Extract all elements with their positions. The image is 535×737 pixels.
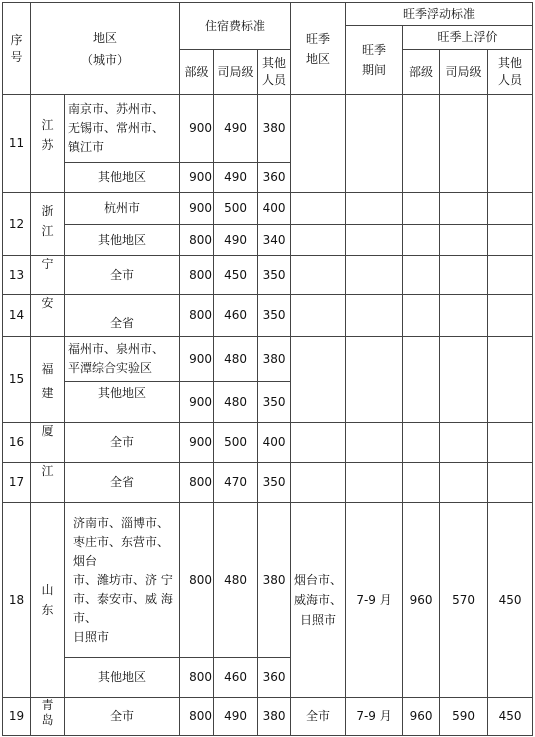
province-cell: 江: [31, 463, 65, 503]
others-rate: 350: [258, 256, 291, 295]
bureau-rate: 480: [214, 503, 258, 658]
table-row: [3, 503, 533, 658]
row-number: 18: [3, 503, 31, 698]
row-number: 16: [3, 423, 31, 463]
others-rate: 360: [258, 658, 291, 698]
header-lodging-standard: 住宿费标准: [180, 3, 291, 50]
peak-period-cell: 7-9 月: [346, 698, 403, 736]
province-cell: 安: [31, 295, 65, 337]
region-cell: 其他地区: [65, 225, 180, 256]
bureau-rate: 500: [214, 423, 258, 463]
others-rate: 360: [258, 163, 291, 193]
others-rate: 340: [258, 225, 291, 256]
bureau-rate: 460: [214, 658, 258, 698]
region-cell: 其他地区: [65, 382, 180, 423]
ministry-rate: 900: [180, 193, 214, 225]
peak-bureau-rate: 590: [440, 698, 488, 736]
others-rate: 350: [258, 382, 291, 423]
header-bureau-level: 司局级: [214, 50, 258, 95]
row-number: 13: [3, 256, 31, 295]
peak-ministry-rate: 960: [403, 698, 440, 736]
region-cell: 南京市、苏州市、 无锡市、常州市、 镇江市: [65, 95, 180, 163]
others-rate: 350: [258, 463, 291, 503]
region-cell: 全市: [65, 423, 180, 463]
region-cell: 全市: [65, 256, 180, 295]
others-rate: 350: [258, 295, 291, 337]
province-cell: 福 建: [31, 337, 65, 423]
table-row: [3, 295, 533, 337]
peak-region-cell: 全市: [291, 698, 346, 736]
ministry-rate: 800: [180, 295, 214, 337]
region-cell: 济南市、淄博市、 枣庄市、东营市、 烟台 市、潍坊市、济 宁 市、泰安市、威 海 市、 日照市: [65, 503, 180, 658]
region-cell: 全省: [65, 463, 180, 503]
bureau-rate: 490: [214, 225, 258, 256]
table-row: [3, 698, 533, 736]
row-number: 17: [3, 463, 31, 503]
header-peak-float-standard: 旺季浮动标准: [346, 3, 533, 26]
others-rate: 380: [258, 337, 291, 382]
bureau-rate: 460: [214, 295, 258, 337]
table-row: [3, 225, 533, 256]
region-cell: 其他地区: [65, 163, 180, 193]
others-rate: 380: [258, 698, 291, 736]
header-ministry-level: 部级: [180, 50, 214, 95]
ministry-rate: 900: [180, 423, 214, 463]
table-row: [3, 337, 533, 382]
row-number: 11: [3, 95, 31, 193]
region-cell: 其他地区: [65, 658, 180, 698]
ministry-rate: 800: [180, 225, 214, 256]
bureau-rate: 500: [214, 193, 258, 225]
ministry-rate: 800: [180, 256, 214, 295]
header-peak-float-price: 旺季上浮价: [403, 26, 533, 50]
table-row: [3, 463, 533, 503]
region-cell: 杭州市: [65, 193, 180, 225]
province-cell: 山 东: [31, 503, 65, 698]
peak-ministry-rate: 960: [403, 503, 440, 698]
row-number: 15: [3, 337, 31, 423]
others-rate: 380: [258, 95, 291, 163]
header-others-2: 其他 人员: [488, 50, 533, 95]
row-number: 12: [3, 193, 31, 256]
peak-region-cell: 烟台市、 威海市、 日照市: [291, 503, 346, 698]
bureau-rate: 480: [214, 337, 258, 382]
region-cell: 全市: [65, 698, 180, 736]
region-cell: 全省: [65, 295, 180, 337]
bureau-rate: 480: [214, 382, 258, 423]
ministry-rate: 900: [180, 382, 214, 423]
province-cell: 江 苏: [31, 95, 65, 193]
ministry-rate: 800: [180, 658, 214, 698]
row-number: 14: [3, 295, 31, 337]
ministry-rate: 800: [180, 503, 214, 658]
header-seq: 序 号: [3, 3, 31, 95]
peak-others-rate: 450: [488, 503, 533, 698]
header-ministry-level-2: 部级: [403, 50, 440, 95]
row-number: 19: [3, 698, 31, 736]
peak-others-rate: 450: [488, 698, 533, 736]
header-peak-period: 旺季 期间: [346, 26, 403, 95]
peak-period-cell: 7-9 月: [346, 503, 403, 698]
table-row: [3, 256, 533, 295]
header-bureau-level-2: 司局级: [440, 50, 488, 95]
others-rate: 400: [258, 423, 291, 463]
peak-bureau-rate: 570: [440, 503, 488, 698]
ministry-rate: 900: [180, 163, 214, 193]
bureau-rate: 490: [214, 95, 258, 163]
ministry-rate: 800: [180, 698, 214, 736]
province-cell: 宁: [31, 256, 65, 295]
header-peak-region: 旺季 地区: [291, 3, 346, 95]
bureau-rate: 490: [214, 163, 258, 193]
others-rate: 380: [258, 503, 291, 658]
ministry-rate: 900: [180, 95, 214, 163]
lodging-standard-table: [2, 2, 533, 736]
header-region: 地区 （城市）: [31, 3, 180, 95]
table-row: [3, 423, 533, 463]
province-cell: 厦: [31, 423, 65, 463]
ministry-rate: 900: [180, 337, 214, 382]
table-row: [3, 95, 533, 163]
province-cell: 浙 江: [31, 193, 65, 256]
bureau-rate: 470: [214, 463, 258, 503]
region-cell: 福州市、泉州市、 平潭综合实验区: [65, 337, 180, 382]
bureau-rate: 490: [214, 698, 258, 736]
others-rate: 400: [258, 193, 291, 225]
province-cell: 青 岛: [31, 698, 65, 736]
bureau-rate: 450: [214, 256, 258, 295]
header-others: 其他 人员: [258, 50, 291, 95]
table-row: [3, 193, 533, 225]
ministry-rate: 800: [180, 463, 214, 503]
